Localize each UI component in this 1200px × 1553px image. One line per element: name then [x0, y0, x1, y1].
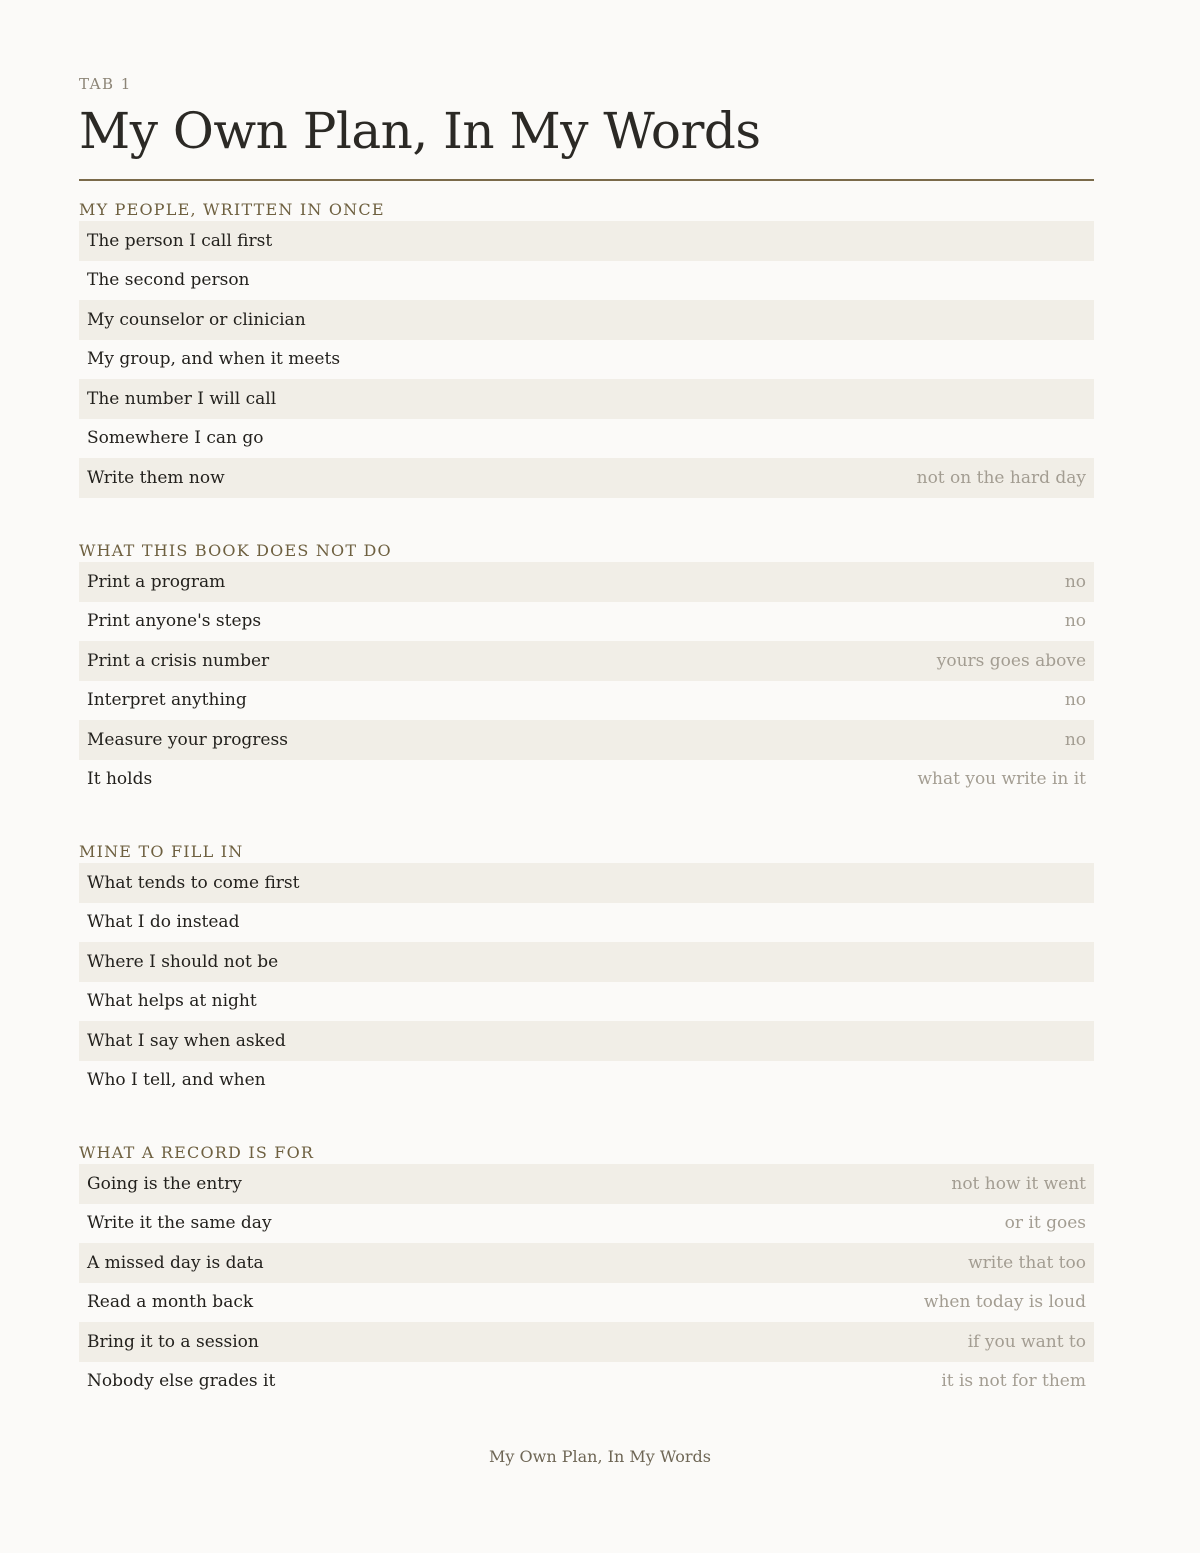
section-heading: WHAT A RECORD IS FOR	[79, 1143, 315, 1162]
row-label: The second person	[87, 270, 250, 291]
list-item	[79, 1243, 1094, 1283]
row-label: Who I tell, and when	[87, 1070, 266, 1091]
row-label: Print a crisis number	[87, 650, 270, 671]
row-note: no	[1064, 571, 1086, 592]
row-label: Bring it to a session	[87, 1331, 259, 1352]
section-heading: MY PEOPLE, WRITTEN IN ONCE	[79, 200, 385, 219]
row-label: It holds	[87, 769, 153, 790]
row-note: when today is loud	[923, 1292, 1086, 1313]
tab-label: TAB 1	[79, 75, 132, 93]
list-item	[79, 942, 1094, 982]
list-item	[79, 261, 1094, 301]
list-item	[79, 903, 1094, 943]
row-label: Write them now	[87, 467, 225, 488]
list-item	[79, 982, 1094, 1022]
list-item	[79, 300, 1094, 340]
list-item	[79, 863, 1094, 903]
list-item	[79, 1021, 1094, 1061]
row-note: or it goes	[1004, 1213, 1086, 1234]
row-label: The person I call first	[87, 230, 273, 251]
row-label: What tends to come first	[87, 872, 300, 893]
row-note: it is not for them	[941, 1371, 1086, 1392]
row-label: The number I will call	[87, 388, 277, 409]
list-item	[79, 760, 1094, 800]
row-label: Going is the entry	[87, 1173, 242, 1194]
section-what-a-record-is-for	[79, 1142, 1094, 1401]
row-note: if you want to	[967, 1331, 1086, 1352]
row-label: Interpret anything	[87, 690, 247, 711]
list-item	[79, 641, 1094, 681]
row-note: write that too	[968, 1252, 1086, 1273]
section-my-people	[79, 199, 1094, 498]
list-item	[79, 221, 1094, 261]
row-label: Where I should not be	[87, 951, 279, 972]
list-item	[79, 458, 1094, 498]
row-label: What helps at night	[87, 991, 257, 1012]
row-label: What I do instead	[87, 912, 240, 933]
page-footer: My Own Plan, In My Words	[489, 1447, 711, 1466]
row-label: Measure your progress	[87, 729, 288, 750]
list-item	[79, 419, 1094, 459]
row-note: what you write in it	[917, 769, 1086, 790]
list-item	[79, 1164, 1094, 1204]
list-item	[79, 1061, 1094, 1101]
row-label: Print anyone's steps	[87, 611, 262, 632]
list-item	[79, 1322, 1094, 1362]
section-what-this-book-does-not-do	[79, 540, 1094, 799]
row-label: Somewhere I can go	[87, 428, 264, 449]
row-note: no	[1064, 611, 1086, 632]
list-item	[79, 602, 1094, 642]
list-item	[79, 379, 1094, 419]
row-note: no	[1064, 729, 1086, 750]
list-item	[79, 1283, 1094, 1323]
row-label: Write it the same day	[87, 1213, 272, 1234]
list-item	[79, 720, 1094, 760]
section-heading: WHAT THIS BOOK DOES NOT DO	[79, 541, 392, 560]
row-note: not on the hard day	[916, 467, 1086, 488]
list-item	[79, 340, 1094, 380]
row-label: Print a program	[87, 571, 226, 592]
section-heading: MINE TO FILL IN	[79, 842, 244, 861]
row-label: What I say when asked	[87, 1030, 286, 1051]
section-mine-to-fill-in	[79, 841, 1094, 1100]
row-label: Read a month back	[87, 1292, 254, 1313]
row-note: yours goes above	[936, 650, 1086, 671]
row-note: no	[1064, 690, 1086, 711]
title-divider	[79, 179, 1094, 181]
page-title: My Own Plan, In My Words	[79, 102, 761, 160]
list-item	[79, 1362, 1094, 1402]
row-label: Nobody else grades it	[87, 1371, 276, 1392]
row-label: My group, and when it meets	[87, 349, 341, 370]
row-note: not how it went	[951, 1173, 1086, 1194]
list-item	[79, 562, 1094, 602]
row-label: My counselor or clinician	[87, 309, 306, 330]
list-item	[79, 681, 1094, 721]
list-item	[79, 1204, 1094, 1244]
row-label: A missed day is data	[87, 1252, 264, 1273]
